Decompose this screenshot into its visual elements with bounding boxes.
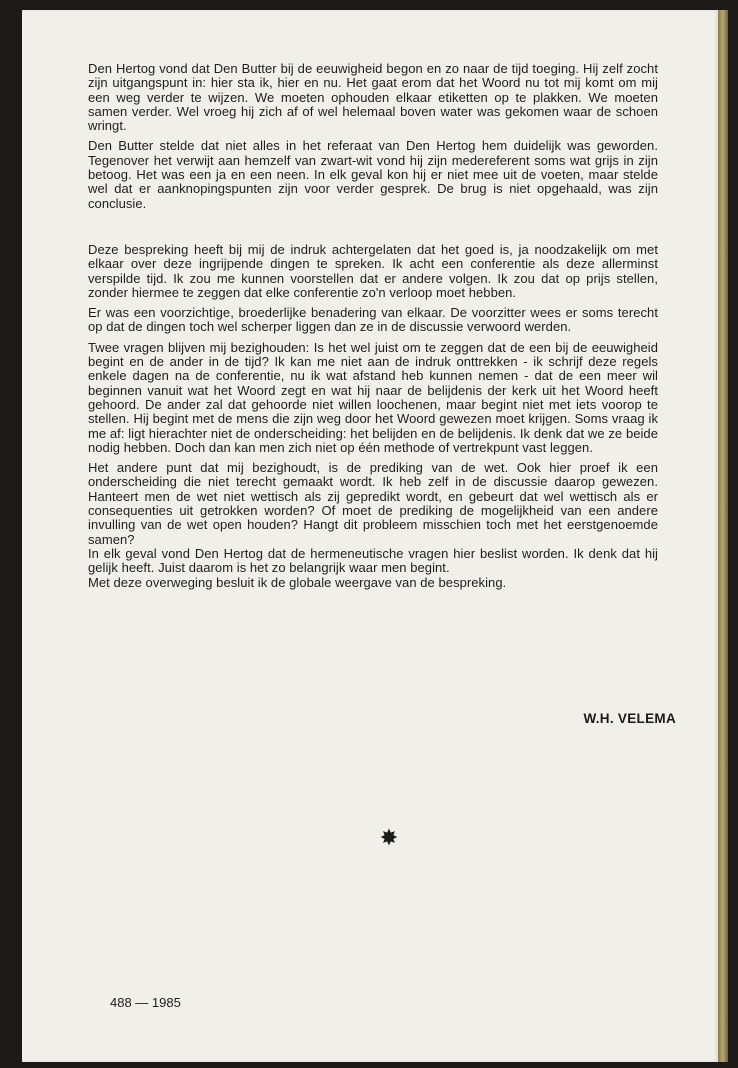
paragraph: Den Hertog vond dat Den Butter bij de eeuwigheid begon en zo naar de tijd toeging. Hij zelf zocht zijn uitgangspunt in: hier sta ik, hier en nu. Het gaat erom dat het Woord nu tot mij komt om mij een weg verder te wijzen. We moeten ophouden elkaar etiketten op te plakken. We moeten samen verder. Wel vroeg hij zich af of wel helemaal boven water was gekomen waar de schoen wringt.: [88, 61, 658, 134]
author-signature: W.H. VELEMA: [583, 711, 676, 726]
article-body: [88, 62, 658, 590]
page-edge: [718, 10, 728, 1062]
paragraph: Er was een voorzichtige, broederlijke benadering van elkaar. De voorzitter wees er soms terecht op dat de dingen toch wel scherper liggen dan ze in de discussie verwoord werden.: [88, 305, 658, 335]
paragraph: Twee vragen blijven mij bezighouden: Is het wel juist om te zeggen dat de een bij de eeuwigheid begint en de ander in de tijd? Ik kan me niet aan de indruk onttrekken - ik schrijf deze regels enkele dagen na de conferentie, nu ik wat afstand heb kunnen nemen - dat de een meer wil beginnen vanuit wat het Woord zegt en wat hij naar de belijdenis der kerk uit het Woord heeft gehoord. De ander zal dat gehoorde niet willen loochenen, maar begint niet met iets voorop te stellen. Hij begint met de mens die zijn weg door het Woord gewezen moet krijgen. Soms vraag ik me af: ligt hierachter niet de onderscheiding: het belijden en de belijdenis. Ik denk dat we ze beide nodig hebben. Doch dan kan men zich niet op één methode of vertrekpunt vast leggen.: [88, 339, 658, 455]
paragraph: Deze bespreking heeft bij mij de indruk achtergelaten dat het goed is, ja noodzakelijk om met elkaar over deze ingrijpende dingen te spreken. Ik acht een conferentie als deze allerminst verspilde tijd. Ik zou me kunnen voorstellen dat er andere volgen. Ik zou dat op prijs stellen, zonder hiermee te zeggen dat elke conferentie zo'n verloop moet hebben.: [88, 241, 658, 300]
paragraph: In elk geval vond Den Hertog dat de hermeneutische vragen hier beslist worden. Ik denk dat hij gelijk heeft. Juist daarom is het zo belangrijk waar men begint.: [88, 545, 658, 576]
section-gap: [88, 217, 658, 243]
star-ornament-icon: ✸: [379, 826, 399, 851]
paragraph: Het andere punt dat mij bezighoudt, is de prediking van de wet. Ook hier proef ik een onderscheiding die niet terecht gemaakt wordt. Ik heb zelf in de discussie daarop gewezen. Hanteert men de wet niet wettisch als zij gepredikt wordt, en gebeurt dat wel wettisch als er consequenties uit getrokken worden? Of moet de prediking de mogelijkheid van een andere invulling van de wet open houden? Hangt dit probleem misschien toch met het eerstgenoemde samen?: [88, 460, 658, 547]
paragraph: Met deze overweging besluit ik de globale weergave van de bespreking.: [88, 574, 507, 590]
page-number: 488 — 1985: [110, 995, 181, 1010]
paragraph: Den Butter stelde dat niet alles in het referaat van Den Hertog hem duidelijk was geworden. Tegenover het verwijt aan hemzelf van zwart-wit vond hij zijn medereferent soms wat grijs in zijn betoog. Het was een ja en een neen. In elk geval kon hij er niet mee uit de voeten, maar stelde wel dat er aanknopingspunten zijn voor verder gesprek. De brug is niet opgehaald, was zijn conclusie.: [88, 138, 658, 211]
